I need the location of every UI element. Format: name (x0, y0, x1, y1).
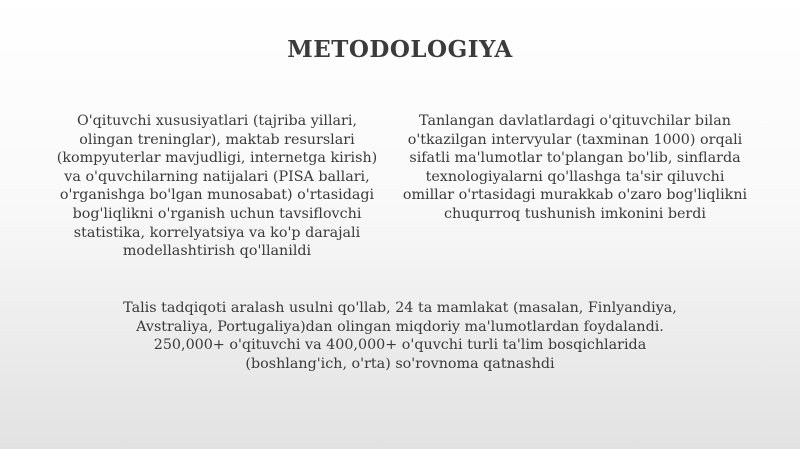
bottom-text-block: Talis tadqiqoti aralash usulni qo'llab, 24 ta mamlakat (masalan, Finlyandiya, Avstraliya, Portugaliya)dan olingan miqdoriy ma'lumotlardan foydalandi. 250,000+ o'qituvchi va 400,000+ o'quvchi turli ta'lim bosqichlarida (boshlang'ich, o'rta) so'rovnoma qatnashdi (123, 300, 677, 372)
left-text-block: O'qituvchi xususiyatlari (tajriba yillari, olingan treninglar), maktab resurslari (kompyuterlar mavjudligi, internetga kirish) va o'quvchilarning natijalari (PISA ballari, o'rganishga bo'lgan munosabat) o'rtasidagi bog'liqlikni o'rganish uchun tavsiflovchi statistika, korrelyatsiya va ko'p darajali modellashtirish qo'llanildi (56, 113, 378, 260)
slide-title: METODOLOGIYA (287, 36, 513, 63)
right-text-block: Tanlangan davlatlardagi o'qituvchilar bilan o'tkazilgan intervyular (taxminan 1000) orqali sifatli ma'lumotlar to'plangan bo'lib, sinflarda texnologiyalarni qo'llashga ta'sir qiluvchi omillar o'rtasidagi murakkab o'zaro bog'liqlikni chuqurroq tushunish imkonini berdi (402, 113, 748, 222)
